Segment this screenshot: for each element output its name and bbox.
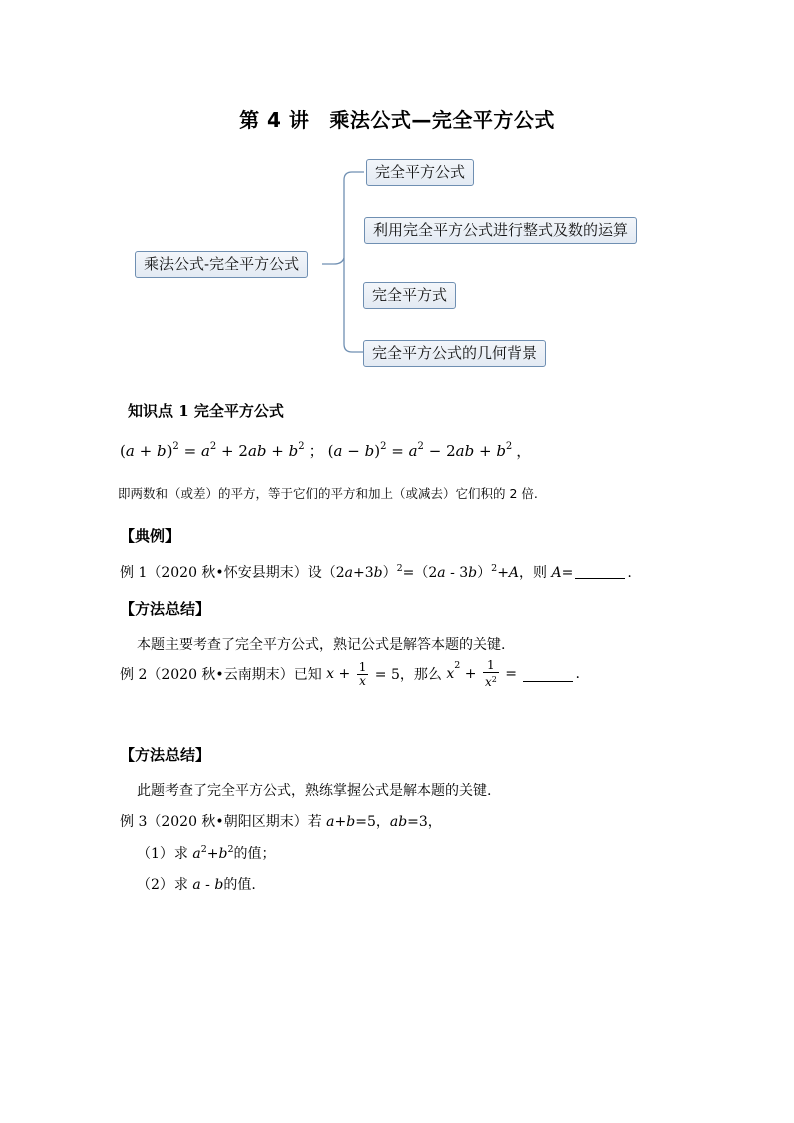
lesson-number: 第 4 讲 — [239, 108, 310, 132]
mindmap-branch-geometry: 完全平方公式的几何背景 — [363, 340, 546, 367]
example-2: 例 2（2020 秋•云南期末）已知 x + $\frac{1}{x}$ = 5，那么 $x^2$ + $\frac{1}{x^2}$ = . — [120, 658, 580, 689]
fraction-1-over-x-squared: $\frac{1}{x^2}$ — [484, 658, 497, 689]
fraction-1-over-x: $\frac{1}{x}$ — [358, 659, 367, 688]
example-3: 例 3（2020 秋•朝阳区期末）若 a+b=5，ab=3， — [120, 814, 442, 830]
mindmap-branch-formula: 完全平方公式 — [366, 159, 474, 186]
answer-blank-1 — [575, 564, 625, 579]
formula-description: 即两数和（或差）的平方，等于它们的平方和加上（或减去）它们积的 2 倍. — [118, 486, 538, 501]
example-1: 例 1（2020 秋•怀安县期末）设$(2a+3b)^2=(2a - 3b)^2+A$，则 A= . — [120, 563, 632, 581]
method-summary-text-1: 本题主要考查了完全平方公式，熟记公式是解答本题的关键. — [137, 637, 506, 653]
lesson-topic: 乘法公式—完全平方公式 — [329, 108, 555, 132]
method-summary-heading-1: 【方法总结】 — [120, 600, 211, 618]
mindmap-branch-perfect-square: 完全平方式 — [363, 282, 456, 309]
example-3-question-1: （1）求 $a^2+b^2$的值； — [137, 844, 276, 862]
example-3-question-2: （2）求 a - b的值. — [137, 877, 256, 893]
mindmap-root: 乘法公式-完全平方公式 — [135, 251, 308, 278]
mindmap-branch-calculation: 利用完全平方公式进行整式及数的运算 — [364, 217, 637, 244]
examples-heading: 【典例】 — [120, 527, 181, 545]
answer-blank-2 — [523, 667, 573, 682]
method-summary-text-2: 此题考查了完全平方公式，熟练掌握公式是解本题的关键. — [137, 783, 492, 799]
knowledge-point-heading: 知识点 1 完全平方公式 — [128, 402, 284, 420]
method-summary-heading-2: 【方法总结】 — [120, 746, 211, 764]
formula-line: $(a + b)^2 = a^2 + 2ab + b^2$ ； $(a - b)^2 = a^2 - 2ab + b^2$ ， — [120, 441, 532, 460]
